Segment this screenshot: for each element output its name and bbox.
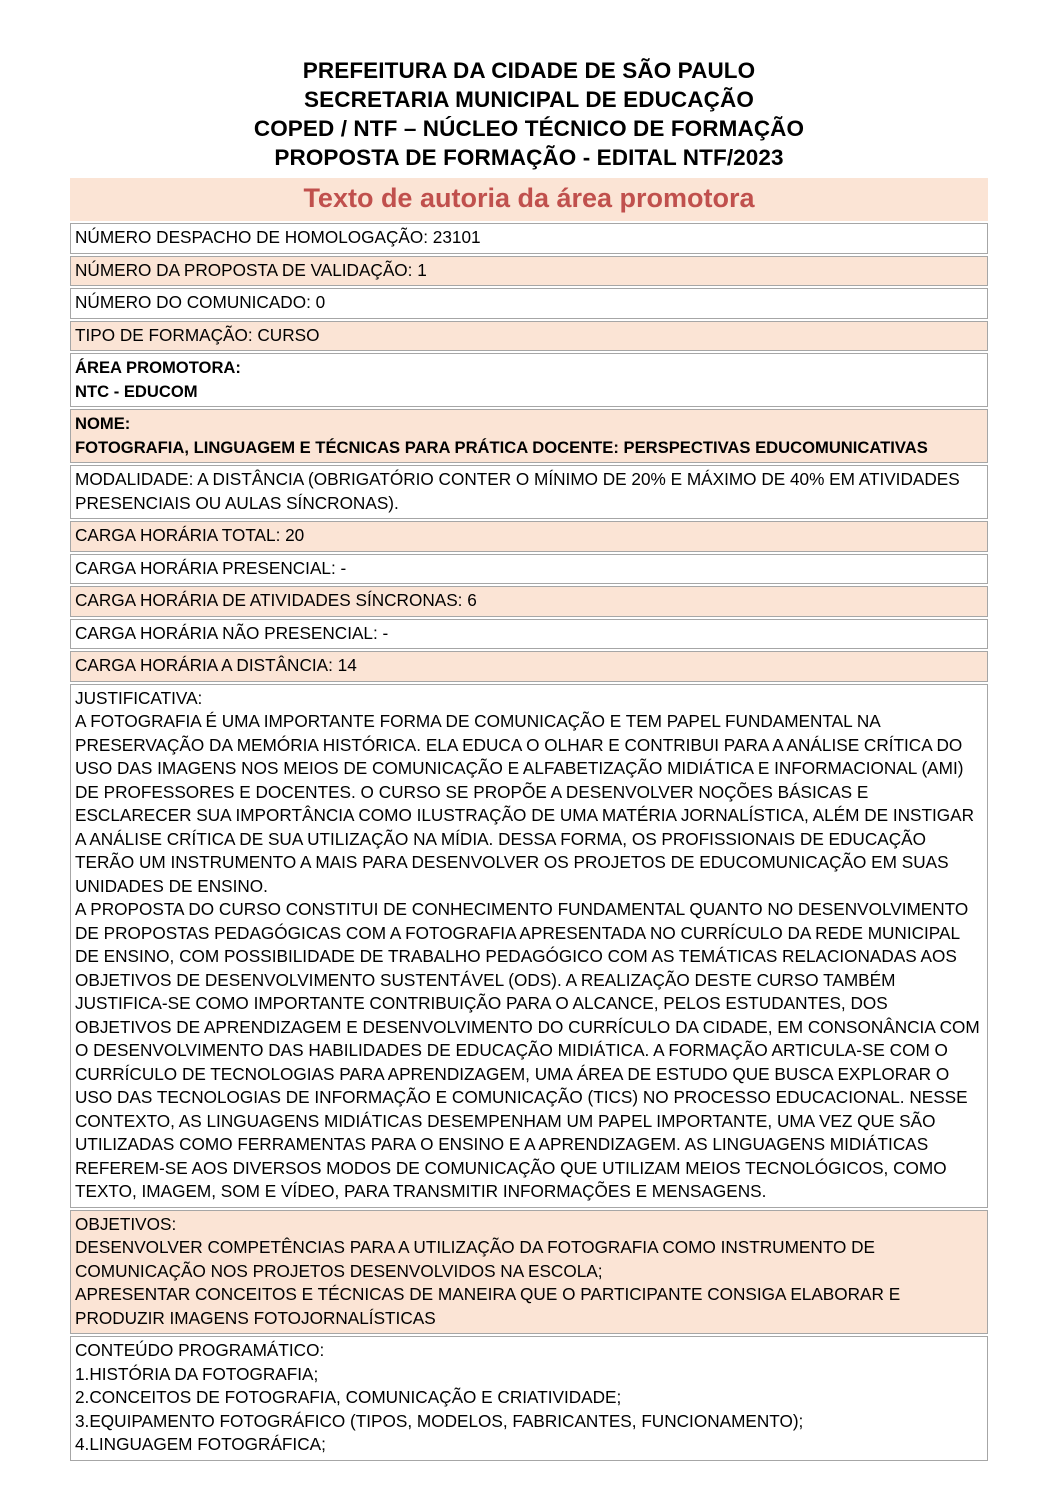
- document-header: [0, 0, 1058, 172]
- header-line-secretaria: SECRETARIA MUNICIPAL DE EDUCAÇÃO: [304, 87, 754, 112]
- justificativa-label: JUSTIFICATIVA:: [75, 687, 203, 708]
- table-row-carga-sincronas: [70, 586, 988, 617]
- cell-justificativa: [70, 684, 988, 1208]
- cell-tipo-formacao: TIPO DE FORMAÇÃO: CURSO: [70, 321, 988, 352]
- objetivos-item-1: DESENVOLVER COMPETÊNCIAS PARA A UTILIZAÇÃO DA FOTOGRAFIA COMO INSTRUMENTO DE COMUNICAÇÃO NOS PROJETOS DESENVOLVIDOS NA ESCOLA;: [75, 1237, 875, 1281]
- table-row-carga-nao-presencial: [70, 619, 988, 650]
- cell-proposta-validacao: NÚMERO DA PROPOSTA DE VALIDAÇÃO: 1: [70, 256, 988, 287]
- table-row-conteudo-programatico: [70, 1336, 988, 1461]
- table-row-area-promotora: [70, 353, 988, 407]
- cell-area-promotora: [70, 353, 988, 407]
- cell-carga-horaria-distancia: CARGA HORÁRIA A DISTÂNCIA: 14: [70, 651, 988, 682]
- table-row-nome: [70, 409, 988, 463]
- conteudo-item-2: 2.CONCEITOS DE FOTOGRAFIA, COMUNICAÇÃO E CRIATIVIDADE;: [75, 1387, 622, 1407]
- objetivos-label: OBJETIVOS:: [75, 1213, 177, 1234]
- banner-title: Texto de autoria da área promotora: [303, 183, 755, 213]
- cell-comunicado: NÚMERO DO COMUNICADO: 0: [70, 288, 988, 319]
- cell-modalidade: MODALIDADE: A DISTÂNCIA (OBRIGATÓRIO CONTER O MÍNIMO DE 20% E MÁXIMO DE 40% EM ATIVIDADES PRESENCIAIS OU AULAS SÍNCRONAS).: [70, 465, 988, 519]
- nome-value: FOTOGRAFIA, LINGUAGEM E TÉCNICAS PARA PRÁTICA DOCENTE: PERSPECTIVAS EDUCOMUNICATIVAS: [75, 437, 928, 457]
- nome-label: NOME:: [75, 414, 131, 433]
- table-row-tipo-formacao: [70, 321, 988, 352]
- table-row-despacho-homologacao: [70, 223, 988, 254]
- cell-carga-horaria-presencial: CARGA HORÁRIA PRESENCIAL: -: [70, 554, 988, 585]
- area-promotora-label: ÁREA PROMOTORA:: [75, 358, 241, 377]
- table-row-carga-total: [70, 521, 988, 552]
- table-row-carga-distancia: [70, 651, 988, 682]
- header-line-proposta-edital: PROPOSTA DE FORMAÇÃO - EDITAL NTF/2023: [274, 145, 784, 170]
- cell-carga-horaria-nao-presencial: CARGA HORÁRIA NÃO PRESENCIAL: -: [70, 619, 988, 650]
- conteudo-item-4: 4.LINGUAGEM FOTOGRÁFICA;: [75, 1434, 326, 1454]
- objetivos-item-2: APRESENTAR CONCEITOS E TÉCNICAS DE MANEIRA QUE O PARTICIPANTE CONSIGA ELABORAR E PRODUZIR IMAGENS FOTOJORNALÍSTICAS: [75, 1284, 901, 1328]
- justificativa-paragraph-2: A PROPOSTA DO CURSO CONSTITUI DE CONHECIMENTO FUNDAMENTAL QUANTO NO DESENVOLVIMENTO DE PROPOSTAS PEDAGÓGICAS COM A FOTOGRAFIA APRESENTADA NO CURRÍCULO DA REDE MUNICIPAL DE ENSINO, COM POSSIBILIDADE DE TRABALHO PEDAGÓGICO COM AS TEMÁTICAS RELACIONADAS AOS OBJETIVOS DE DESENVOLVIMENTO SUSTENTÁVEL (ODS). A REALIZAÇÃO DESTE CURSO TAMBÉM JUSTIFICA-SE COMO IMPORTANTE CONTRIBUIÇÃO PARA O ALCANCE, PELOS ESTUDANTES, DOS OBJETIVOS DE APRENDIZAGEM E DESENVOLVIMENTO DO CURRÍCULO DA CIDADE, EM CONSONÂNCIA COM O DESENVOLVIMENTO DAS HABILIDADES DE EDUCAÇÃO MIDIÁTICA. A FORMAÇÃO ARTICULA-SE COM O CURRÍCULO DE TECNOLOGIAS PARA APRENDIZAGEM, UMA ÁREA DE ESTUDO QUE BUSCA EXPLORAR O USO DAS TECNOLOGIAS DE INFORMAÇÃO E COMUNICAÇÃO (TICS) NO PROCESSO EDUCACIONAL. NESSE CONTEXTO, AS LINGUAGENS MIDIÁTICAS DESEMPENHAM UM PAPEL IMPORTANTE, UMA VEZ QUE SÃO UTILIZADAS COMO FERRAMENTAS PARA O ENSINO E A APRENDIZAGEM. AS LINGUAGENS MIDIÁTICAS REFEREM-SE AOS DIVERSOS MODOS DE COMUNICAÇÃO QUE UTILIZAM MEIOS TECNOLÓGICOS, COMO TEXTO, IMAGEM, SOM E VÍDEO, PARA TRANSMITIR INFORMAÇÕES E MENSAGENS.: [75, 899, 980, 1201]
- conteudo-item-1: 1.HISTÓRIA DA FOTOGRAFIA;: [75, 1363, 319, 1384]
- cell-despacho-homologacao: NÚMERO DESPACHO DE HOMOLOGAÇÃO: 23101: [70, 223, 988, 254]
- proposal-form-table: [70, 221, 988, 1463]
- header-line-prefeitura: PREFEITURA DA CIDADE DE SÃO PAULO: [302, 58, 756, 83]
- cell-carga-horaria-sincronas: CARGA HORÁRIA DE ATIVIDADES SÍNCRONAS: 6: [70, 586, 988, 617]
- table-row-objetivos: [70, 1210, 988, 1335]
- table-row-comunicado: [70, 288, 988, 319]
- table-row-proposta-validacao: [70, 256, 988, 287]
- cell-nome: [70, 409, 988, 463]
- cell-objetivos: [70, 1210, 988, 1335]
- cell-carga-horaria-total: CARGA HORÁRIA TOTAL: 20: [70, 521, 988, 552]
- conteudo-programatico-label: CONTEÚDO PROGRAMÁTICO:: [75, 1340, 325, 1360]
- header-line-coped-ntf: COPED / NTF – NÚCLEO TÉCNICO DE FORMAÇÃO: [253, 116, 805, 141]
- justificativa-paragraph-1: A FOTOGRAFIA É UMA IMPORTANTE FORMA DE COMUNICAÇÃO E TEM PAPEL FUNDAMENTAL NA PRESERVAÇÃO DA MEMÓRIA HISTÓRICA. ELA EDUCA O OLHAR E CONTRIBUI PARA A ANÁLISE CRÍTICA DO USO DAS IMAGENS NOS MEIOS DE COMUNICAÇÃO E ALFABETIZAÇÃO MIDIÁTICA E INFORMACIONAL (AMI) DE PROFESSORES E DOCENTES. O CURSO SE PROPÕE A DESENVOLVER NOÇÕES BÁSICAS E ESCLARECER SUA IMPORTÂNCIA COMO ILUSTRAÇÃO DE UMA MATÉRIA JORNALÍSTICA, ALÉM DE INSTIGAR A ANÁLISE CRÍTICA DE SUA UTILIZAÇÃO NA MÍDIA. DESSA FORMA, OS PROFISSIONAIS DE EDUCAÇÃO TERÃO UM INSTRUMENTO A MAIS PARA DESENVOLVER OS PROJETOS DE EDUCOMUNICAÇÃO EM SUAS UNIDADES DE ENSINO.: [75, 711, 975, 896]
- banner-area-promotora: [70, 178, 988, 221]
- cell-conteudo-programatico: [70, 1336, 988, 1461]
- conteudo-item-3: 3.EQUIPAMENTO FOTOGRÁFICO (TIPOS, MODELOS, FABRICANTES, FUNCIONAMENTO);: [75, 1410, 804, 1431]
- table-row-carga-presencial: [70, 554, 988, 585]
- table-row-justificativa: [70, 684, 988, 1208]
- table-row-modalidade: [70, 465, 988, 519]
- area-promotora-value: NTC - EDUCOM: [75, 381, 198, 401]
